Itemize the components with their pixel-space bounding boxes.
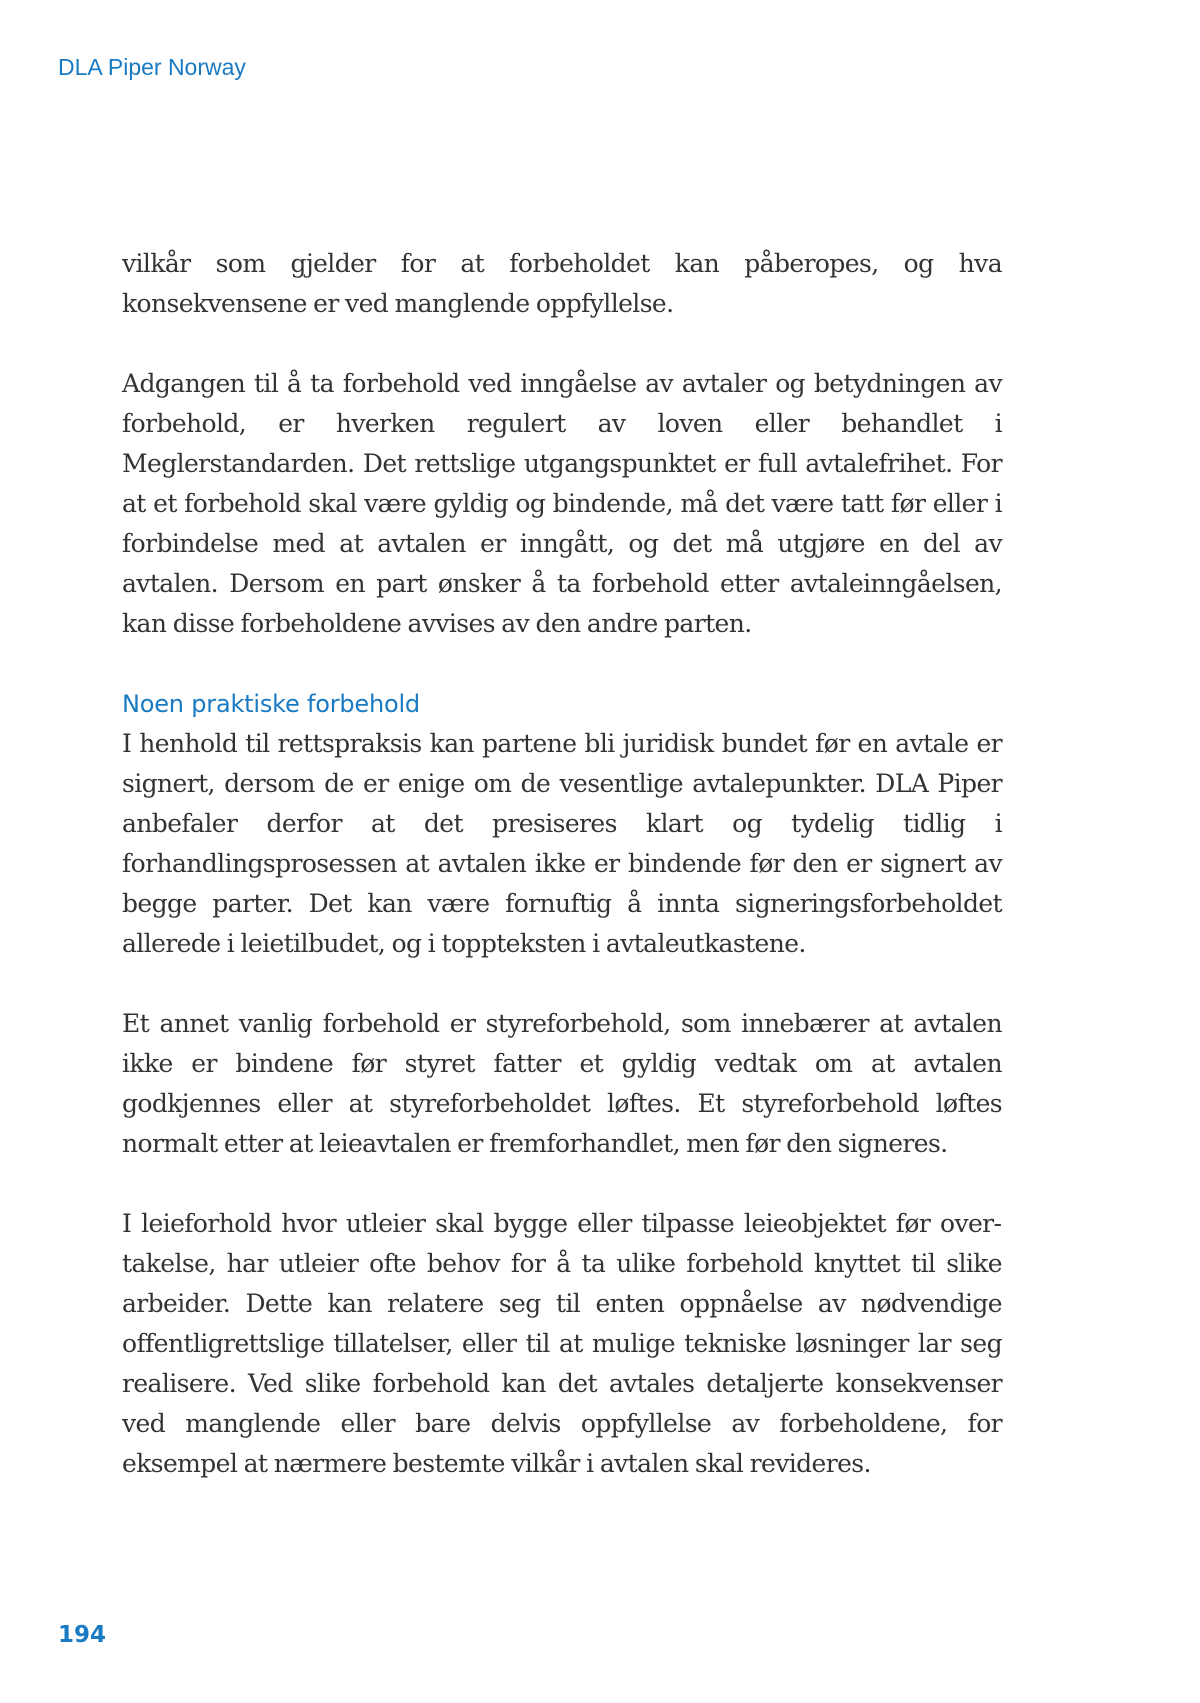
section-heading: Noen praktiske forbehold (122, 690, 420, 718)
running-header: DLA Piper Norway (58, 54, 246, 80)
paragraph-signing-reservation: I henhold til rettspraksis kan partene bli juridisk bundet før en avtale er signert, dersom de er enige om de vesentlige avtalepunkter. DLA Piper anbefaler derfor at det presiseres klart og tydelig tidlig i forhandlingsprosessen at avtalen ikke er bindende før den er signert av begge parter. Det kan være fornuftig å innta signeringsforbeholdet allerede i leietilbudet, og i toppteksten i avtaleutkastene. (122, 729, 1002, 958)
paragraph-continued: vilkår som gjelder for at forbeholdet kan påberopes, og hva konsekvensene er ved manglende oppfyllelse. (122, 249, 1002, 318)
page-number: 194 (58, 1622, 107, 1648)
body-text (122, 244, 1002, 1524)
paragraph-contract-freedom: Adgangen til å ta forbehold ved inngåelse av avtaler og betydningen av forbehold, er hverken regulert av loven eller behandlet i Meglerstandarden. Det rettslige utgangspunktet er full avtalefrihet. For at et forbehold skal være gyldig og bindende, må det være tatt før eller i forbindelse med at avtalen er inngått, og det må utgjøre en del av avtalen. Dersom en part ønsker å ta forbehold etter avtaleinngåelsen, kan disse forbeholdene avvises av den andre parten. (122, 369, 1002, 638)
paragraph-construction-reservation: I leieforhold hvor utleier skal bygge eller tilpasse leieobjektet før overtakelse, har utleier ofte behov for å ta ulike forbehold knyttet til slike arbeider. Dette kan relatere seg til enten oppnåelse av nødvendige offentligrettslige tillatelser, eller til at mulige tekniske løsninger lar seg realisere. Ved slike forbehold kan det avtales detaljerte konsekvenser ved manglende eller bare delvis oppfyllelse av forbeholdene, for eksempel at nærmere bestemte vilkår i avtalen skal revideres. (122, 1209, 1002, 1478)
paragraph-board-reservation: Et annet vanlig forbehold er styreforbehold, som innebærer at avtalen ikke er bindene før styret fatter et gyldig vedtak om at avtalen godkjennes eller at styreforbeholdet løftes. Et styreforbehold løftes normalt etter at leieavtalen er fremforhandlet, men før den signeres. (122, 1009, 1002, 1158)
